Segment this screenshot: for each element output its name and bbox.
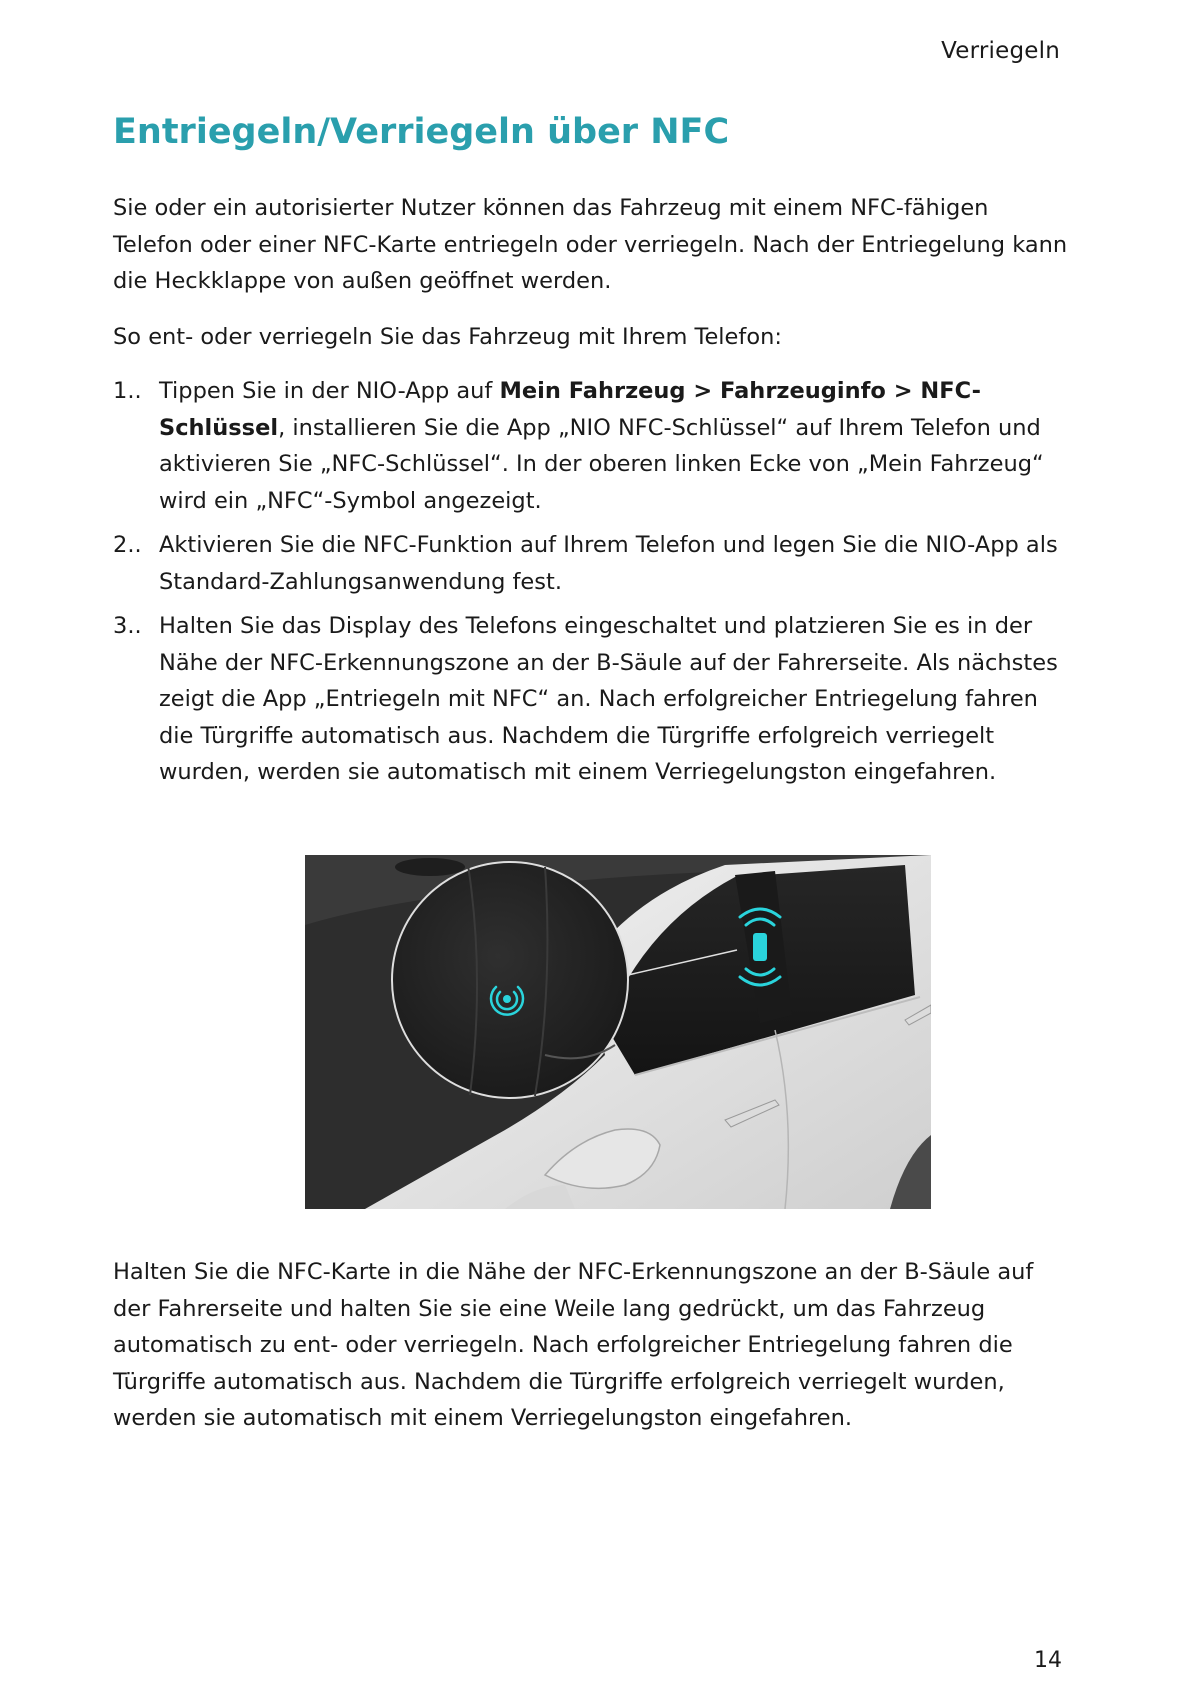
car-illustration	[305, 855, 931, 1209]
list-item	[113, 527, 1073, 600]
step-text: Halten Sie das Display des Telefons eingeschaltet und platzieren Sie es in der Nähe der NFC-Erkennungszone an der B-Säule auf der Fahrerseite. Als nächstes zeigt die App „Entriegeln mit NFC“ an. Nach erfolgreicher Entriegelung fahren die Türgriffe automatisch aus. Nachdem die Türgriffe erfolgreich verriegelt wurden, werden sie automatisch mit einem Verriegelungston eingefahren.	[159, 613, 1058, 785]
step-text: Aktivieren Sie die NFC-Funktion auf Ihrem Telefon und legen Sie die NIO-App als Standard-Zahlungsanwendung fest.	[159, 532, 1058, 595]
steps-list	[113, 373, 1073, 799]
intro-paragraph: Sie oder ein autorisierter Nutzer können das Fahrzeug mit einem NFC-fähigen Telefon oder einer NFC-Karte entriegeln oder verriegeln. Nach der Entriegelung kann die Heckklappe von außen geöffnet werden.	[113, 195, 1068, 294]
page-title: Entriegeln/Verriegeln über NFC	[113, 112, 730, 152]
step-number: 1..	[113, 378, 142, 404]
outro-paragraph: Halten Sie die NFC-Karte in die Nähe der NFC-Erkennungszone an der B-Säule auf der Fahrerseite und halten Sie sie eine Weile lang gedrückt, um das Fahrzeug automatisch zu ent- oder verriegeln. Nach erfolgreicher Entriegelung fahren die Türgriffe automatisch aus. Nachdem die Türgriffe erfolgreich verriegelt wurden, werden sie automatisch mit einem Verriegelungston eingefahren.	[113, 1259, 1034, 1431]
step-number: 2..	[113, 532, 142, 558]
step-text: , installieren Sie die App „NIO NFC-Schlüssel“ auf Ihrem Telefon und aktivieren Sie „NFC-Schlüssel“. In der oberen linken Ecke von „Mein Fahrzeug“ wird ein „NFC“-Symbol angezeigt.	[159, 414, 1044, 514]
nfc-b-pillar-illustration	[305, 855, 931, 1209]
list-item	[113, 608, 1073, 791]
list-item	[113, 373, 1073, 519]
header-section-label: Verriegeln	[941, 38, 1060, 64]
step-number: 3..	[113, 613, 142, 639]
step-text: Tippen Sie in der NIO-App auf	[159, 378, 500, 404]
lead-paragraph: So ent- oder verriegeln Sie das Fahrzeug mit Ihrem Telefon:	[113, 324, 782, 350]
page-number: 14	[1034, 1648, 1062, 1673]
menu-path: Mein Fahrzeug > Fahrzeuginfo > NFC-Schlüssel	[159, 378, 981, 441]
